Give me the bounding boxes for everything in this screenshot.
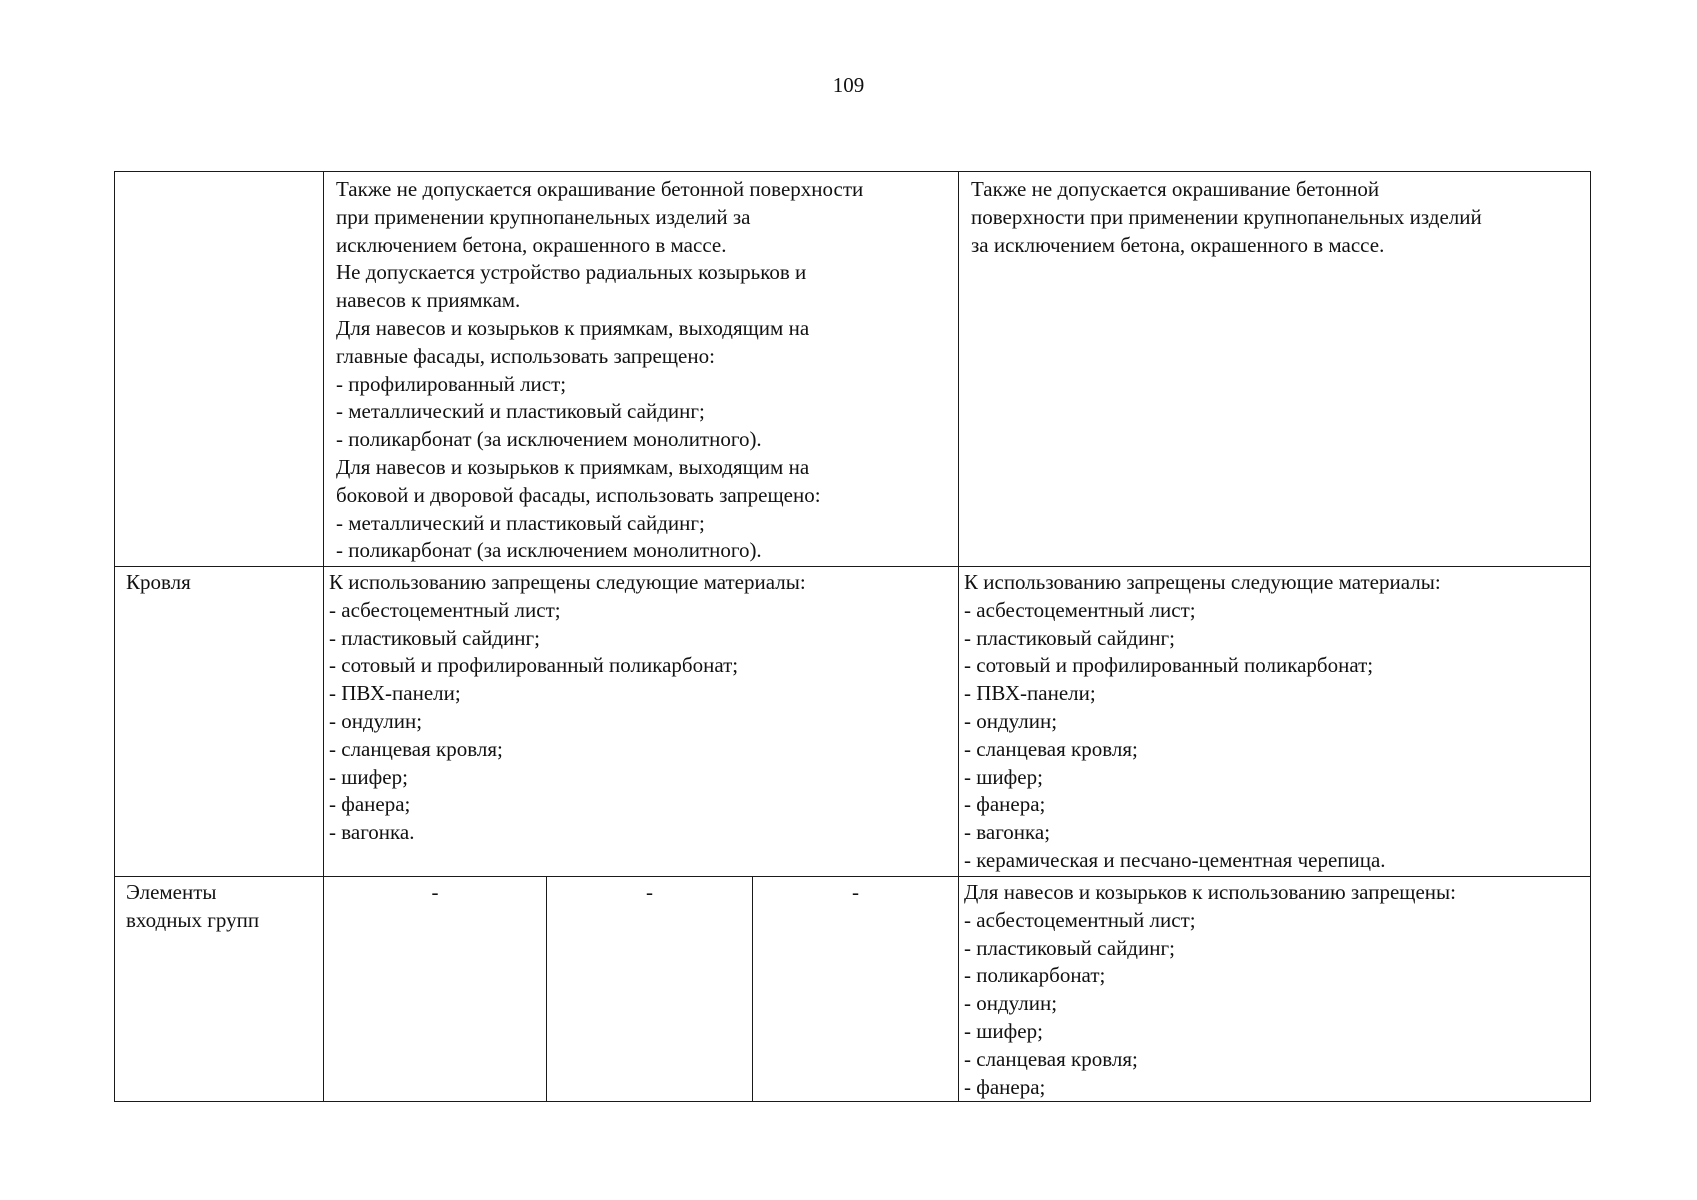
dash-value: - [646,880,653,904]
roof-materials-cell [324,567,959,877]
row-label-cell [115,567,324,877]
row-label: Элементы входных групп [126,880,260,932]
roof-materials-text: К использованию запрещены следующие материалы: - асбестоцементный лист; - пластиковый сайдинг; - сотовый и профилированный поликарбонат; - ПВХ-панели; - ондулин; - сланцевая кровля; - шифер; - фанера; - вагонка. [329,570,806,845]
entrance-materials-text: Для навесов и козырьков к использованию запрещены: - асбестоцементный лист; - пластиковый сайдинг; - поликарбонат; - ондулин; - шифер; - сланцевая кровля; - фанера; [964,880,1456,1099]
row-label-cell [115,172,324,567]
roof-materials-cell-alt [959,567,1591,877]
empty-dash-cell [324,877,547,1102]
row-label: Кровля [126,570,191,594]
requirements-cell [324,172,959,567]
empty-dash-cell [753,877,959,1102]
page-number: 109 [832,73,865,97]
dash-value: - [431,880,439,904]
roof-materials-text-alt: К использованию запрещены следующие материалы: - асбестоцементный лист; - пластиковый сайдинг; - сотовый и профилированный поликарбонат; - ПВХ-панели; - ондулин; - сланцевая кровля; - шифер; - фанера; - вагонка; - керамическая и песчано-цементная черепица. [964,570,1441,872]
regulations-table [114,171,1591,1102]
table-row [115,172,1591,567]
entrance-materials-cell [959,877,1591,1102]
empty-dash-cell [547,877,753,1102]
table-row [115,567,1591,877]
dash-value: - [852,880,859,904]
requirements-text-alt: Также не допускается окрашивание бетонной поверхности при применении крупнопанельных изделий за исключением бетона, окрашенного в массе. [971,177,1482,257]
requirements-text: Также не допускается окрашивание бетонной поверхности при применении крупнопанельных изделий за исключением бетона, окрашенного в массе. Не допускается устройство радиальных козырьков и навесов к приямкам. Для навесов и козырьков к приямкам, выходящим на главные фасады, использовать запрещено: - профилированный лист; - металлический и пластиковый сайдинг; - поликарбонат (за исключением монолитного). Для навесов и козырьков к приямкам, выходящим на боковой и дворовой фасады, использовать запрещено: - металлический и пластиковый сайдинг; - поликарбонат (за исключением монолитного). [336,177,864,563]
requirements-cell-alt [959,172,1591,567]
row-label-cell [115,877,324,1102]
table-row [115,877,1591,1102]
